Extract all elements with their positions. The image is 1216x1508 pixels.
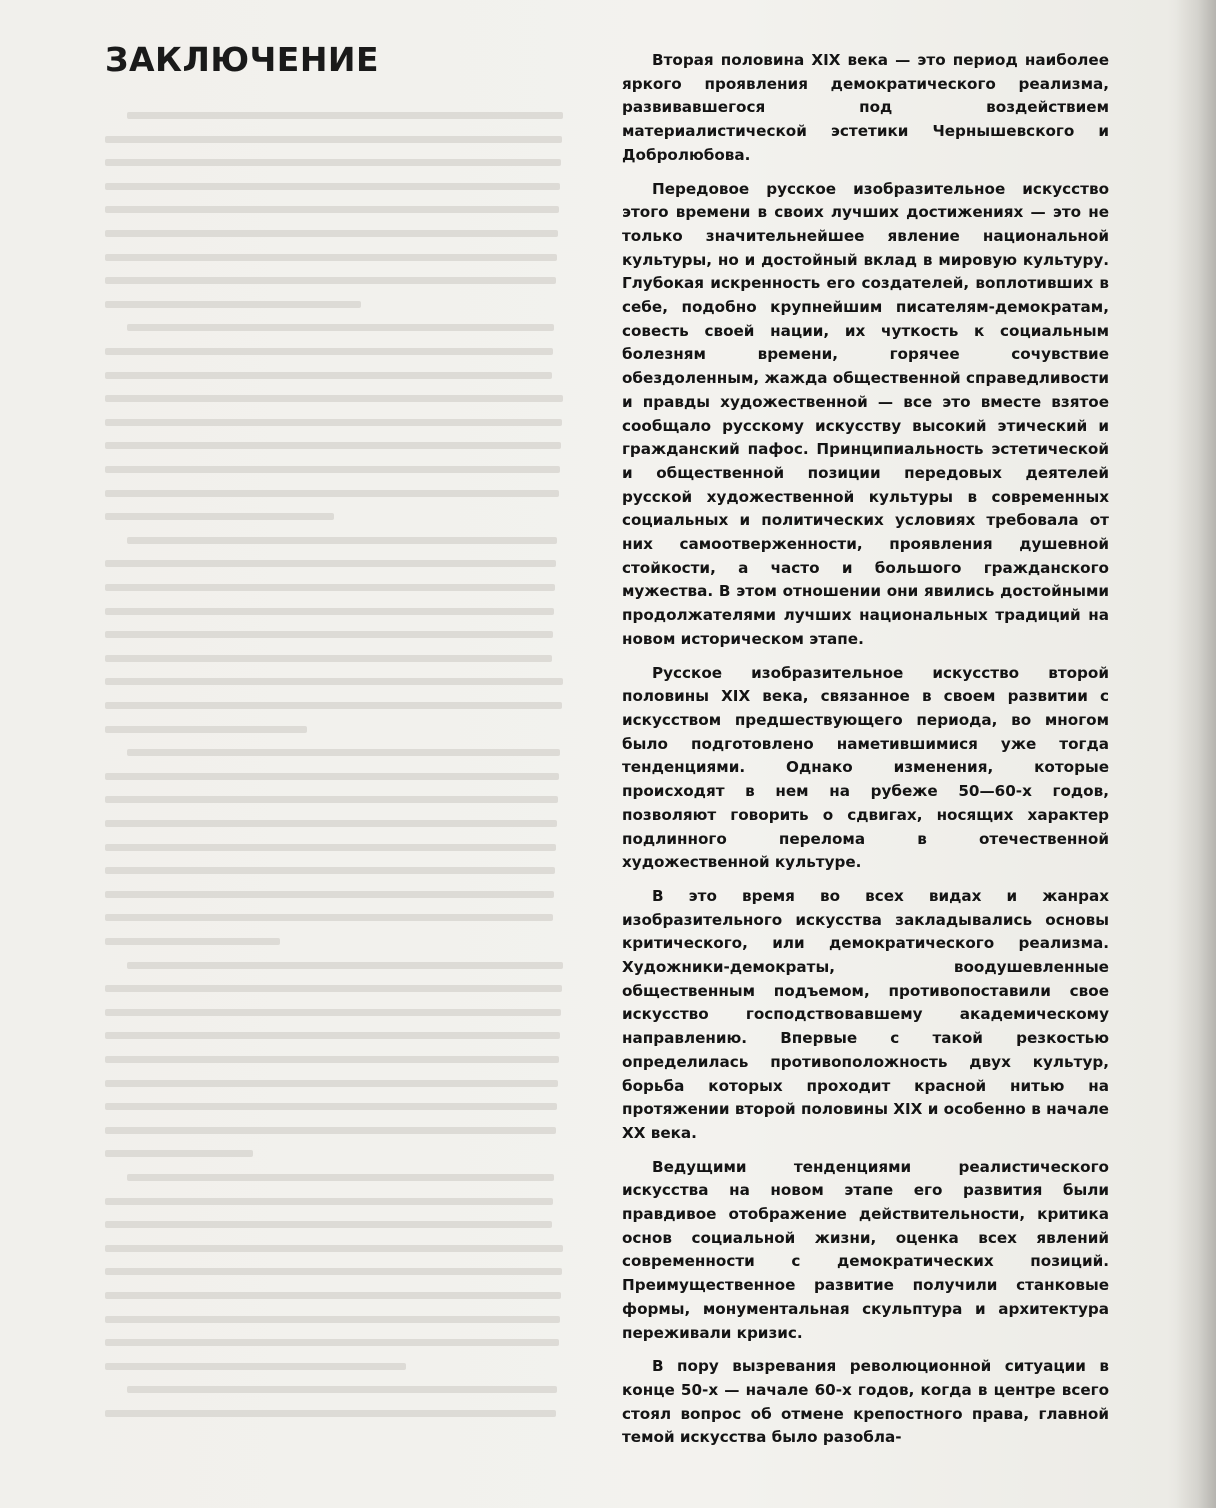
paragraph: Русское изобразительное искусство второй половины XIX века, связанное в своем развитии с искусством предшествующего периода, во многом было подготовлено наметившимися уже тогда тенденциями. Однако изменения, которые происходят в нем на рубеже 50—60-х годов, позволяют говорить о сдвигах, носящих характер подлинного перелома в отечественной художественной культуре. [622,663,1109,872]
show-through-line [105,490,559,497]
show-through-line [105,206,559,213]
show-through-line [105,1339,559,1346]
show-through-line [105,584,555,591]
show-through-line [105,372,552,379]
show-through-line [105,419,562,426]
show-through-line [127,112,563,119]
show-through-line [105,1032,560,1039]
paragraph: В это время во всех видах и жанрах изобразительного искусства закладывались основы критического, или демократического реализма. Художники-демократы, воодушевленные общественным подъемом, противопоставили свое искусство господствовавшему академическому направлению. Впервые с такой резкостью определилась противоположность двух культур, борьба которых проходит красной нитью на протяжении второй половины XIX и особенно в начале XX века. [622,886,1109,1142]
show-through-line [105,230,558,237]
show-through-line [105,1316,560,1323]
show-through-line [105,985,562,992]
show-through-line [105,1150,253,1157]
show-through-line [105,1080,558,1087]
show-through-line [105,442,561,449]
show-through-line [105,301,361,308]
paragraph: Ведущими тенденциями реалистического искусства на новом этапе его развития были правдивое отображение действительности, критика основ социальной жизни, оценка всех явлений современности с демократических позиций. Преимущественное развитие получили станковые формы, монументальная скульптура и архитектура переживали кризис. [622,1157,1109,1342]
show-through-line [105,1363,406,1370]
show-through-line [105,655,552,662]
show-through-line [105,1056,559,1063]
page-heading: ЗАКЛЮЧЕНИЕ [105,40,380,79]
text-column [622,49,1110,1447]
show-through-line [105,1127,556,1134]
show-through-line [127,537,557,544]
paragraph: Вторая половина XIX века — это период наиболее яркого проявления демократического реализма, развивавшегося под воздействием материалистической эстетики Чернышевского и Добролюбова. [622,51,1109,164]
show-through-line [105,1245,563,1252]
show-through-line [105,631,553,638]
page-binding-shadow [1176,0,1216,1508]
show-through-line [105,891,554,898]
show-through-line [105,820,557,827]
show-through-line [105,254,557,261]
show-through-line [105,159,561,166]
show-through-line [105,136,562,143]
show-through-line [127,1386,557,1393]
show-through-line [105,395,563,402]
paragraph: Передовое русское изобразительное искусство этого времени в своих лучших достижениях — это не только значительнейшее явление национальной культуры, но и достойный вклад в мировую культуру. Глубокая искренность его создателей, воплотивших в себе, подобно крупнейшим писателям-демократам, совесть своей нации, их чуткость к социальным болезням времени, горячее сочувствие обездоленным, жажда общественной справедливости и правды художественной — все это вместе взятое сообщало русскому искусству высокий этический и гражданский пафос. Принципиальность эстетической и общественной позиции передовых деятелей русской художественной культуры в современных социальных и политических условиях требовала от них самоотверженности, проявления душевной стойкости, а часто и большого гражданского мужества. В этом отношении они явились достойными продолжателями лучших национальных традиций на новом историческом этапе. [622,179,1110,648]
show-through-line [105,1410,556,1417]
show-through-line [105,678,563,685]
show-through-line [105,513,334,520]
show-through-line [105,1221,552,1228]
show-through-line [105,277,556,284]
show-through-line [127,962,563,969]
show-through-line [105,183,560,190]
show-through-line [127,324,554,331]
show-through-line [105,348,553,355]
show-through-line [127,749,560,756]
show-through-line [105,773,559,780]
show-through-line [105,1103,557,1110]
show-through-line [105,844,556,851]
paragraph: В пору вызревания революционной ситуации в конце 50-х — начале 60-х годов, когда в центре всего стоял вопрос об отмене крепостного права, главной темой искусства было разобла- [622,1357,1109,1447]
show-through-line [105,608,554,615]
show-through-text-column [105,112,563,1452]
show-through-line [127,1174,554,1181]
show-through-line [105,796,558,803]
show-through-line [105,1198,553,1205]
show-through-line [105,702,562,709]
show-through-line [105,867,555,874]
show-through-line [105,1292,561,1299]
show-through-line [105,726,307,733]
show-through-line [105,560,556,567]
show-through-line [105,938,280,945]
show-through-line [105,466,560,473]
show-through-line [105,1009,561,1016]
show-through-line [105,914,553,921]
show-through-line [105,1268,562,1275]
